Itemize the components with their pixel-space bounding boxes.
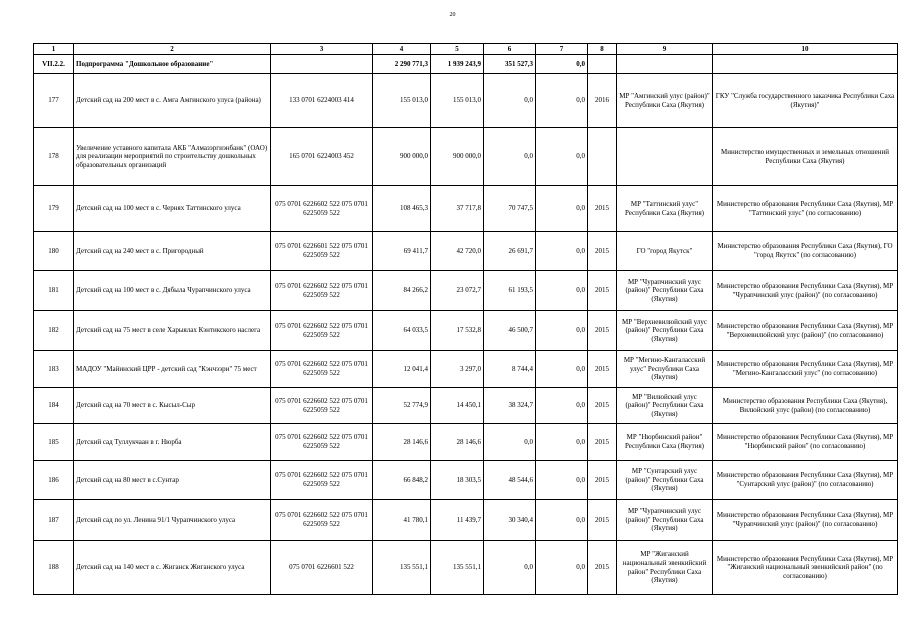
row-executor: Министерство образования Республики Саха (Якутия), Вилюйский улус (район) (по согласованию) (713, 388, 898, 424)
row-value-6: 38 324,7 (484, 388, 536, 424)
row-year: 2015 (588, 424, 617, 461)
header-cell: 9 (617, 44, 713, 55)
row-year: 2015 (588, 271, 617, 311)
row-total: 66 848,2 (373, 461, 431, 500)
row-total: 84 266,2 (373, 271, 431, 311)
row-number: 186 (34, 461, 74, 500)
row-total: 155 013,0 (373, 74, 431, 128)
row-name: Детский сад на 240 мест в с. Пригородный (74, 232, 271, 271)
row-number: 179 (34, 186, 74, 232)
subtotal-row (34, 55, 898, 74)
row-executor: Министерство образования Республики Саха (Якутия), МР "Таттинский улус" (по согласованию) (713, 186, 898, 232)
table-row (34, 351, 898, 388)
row-value-6: 46 500,7 (484, 311, 536, 351)
row-municipality: МР "Таттинский улус" Республики Саха (Якутия) (617, 186, 713, 232)
row-value-6: 61 193,5 (484, 271, 536, 311)
row-total: 12 041,4 (373, 351, 431, 388)
row-executor: Министерство образования Республики Саха (Якутия), МР "Верхневилюйский улус (район)" (по согласованию) (713, 311, 898, 351)
row-total: 69 411,7 (373, 232, 431, 271)
row-value-7: 0,0 (536, 424, 588, 461)
header-cell: 10 (713, 44, 898, 55)
header-cell: 2 (74, 44, 271, 55)
row-value-7: 0,0 (536, 232, 588, 271)
row-value-7: 0,0 (536, 351, 588, 388)
row-executor: Министерство образования Республики Саха (Якутия), МР "Чурапчинский улус (район)" (по согласованию) (713, 271, 898, 311)
header-cell: 8 (588, 44, 617, 55)
row-number: 180 (34, 232, 74, 271)
table-row (34, 186, 898, 232)
row-value-7: 0,0 (536, 311, 588, 351)
row-year: 2015 (588, 311, 617, 351)
row-kbk: 075 0701 6226602 522 075 0701 6225059 522 (271, 351, 373, 388)
row-name: Детский сад по ул. Ленина 91/1 Чурапчинского улуса (74, 500, 271, 541)
row-value-5: 28 146,6 (431, 424, 484, 461)
row-executor: Министерство имущественных и земельных отношений Республики Саха (Якутия) (713, 128, 898, 186)
program-table (33, 43, 898, 595)
row-kbk: 075 0701 6226602 522 075 0701 6225059 522 (271, 388, 373, 424)
row-kbk: 075 0701 6226602 522 075 0701 6225059 522 (271, 311, 373, 351)
row-value-5: 3 297,0 (431, 351, 484, 388)
row-year: 2016 (588, 74, 617, 128)
table-row (34, 232, 898, 271)
row-number: 177 (34, 74, 74, 128)
row-value-7: 0,0 (536, 388, 588, 424)
subtotal-v6: 351 527,3 (484, 55, 536, 74)
row-number: 187 (34, 500, 74, 541)
page-number: 20 (449, 12, 456, 18)
table-row (34, 74, 898, 128)
row-number: 178 (34, 128, 74, 186)
row-municipality: МР "Сунтарский улус (район)" Республики Саха (Якутия) (617, 461, 713, 500)
row-value-7: 0,0 (536, 186, 588, 232)
row-year: 2015 (588, 232, 617, 271)
row-value-6: 0,0 (484, 74, 536, 128)
row-total: 135 551,1 (373, 541, 431, 595)
table-row (34, 128, 898, 186)
row-municipality: МР "Вилюйский улус (район)" Республики Саха (Якутия) (617, 388, 713, 424)
row-value-5: 17 532,8 (431, 311, 484, 351)
row-name: Детский сад на 100 мест в с. Чернях Таттинского улуса (74, 186, 271, 232)
row-total: 64 033,5 (373, 311, 431, 351)
table-row (34, 500, 898, 541)
row-year: 2015 (588, 500, 617, 541)
row-total: 28 146,6 (373, 424, 431, 461)
header-cell: 1 (34, 44, 74, 55)
row-value-6: 8 744,4 (484, 351, 536, 388)
row-executor: ГКУ "Служба государственного заказчика Республики Саха (Якутия)" (713, 74, 898, 128)
header-cell: 3 (271, 44, 373, 55)
row-executor: Министерство образования Республики Саха (Якутия), МР "Сунтарский улус (район)" (по согласованию) (713, 461, 898, 500)
row-municipality: ГО "город Якутск" (617, 232, 713, 271)
row-value-7: 0,0 (536, 74, 588, 128)
row-number: 183 (34, 351, 74, 388)
row-name: Детский сад на 200 мест в с. Амга Амгинского улуса (района) (74, 74, 271, 128)
row-executor: Министерство образования Республики Саха (Якутия), ГО "город Якутск" (по согласованию) (713, 232, 898, 271)
row-municipality: МР "Жиганский национальный эвенкийский район" Республики Саха (Якутия) (617, 541, 713, 595)
row-kbk: 075 0701 6226602 522 075 0701 6225059 522 (271, 271, 373, 311)
row-name: МАДОУ "Майинский ЦРР - детский сад "Кэнчээри" 75 мест (74, 351, 271, 388)
row-kbk: 075 0701 6226602 522 075 0701 6225059 522 (271, 461, 373, 500)
row-value-6: 70 747,5 (484, 186, 536, 232)
row-kbk: 165 0701 6224003 452 (271, 128, 373, 186)
row-name: Детский сад Туллукчаан в г. Нюрба (74, 424, 271, 461)
row-value-5: 135 551,1 (431, 541, 484, 595)
row-total: 108 465,3 (373, 186, 431, 232)
subtotal-executor (713, 55, 898, 74)
row-executor: Министерство образования Республики Саха (Якутия), МР "Чурапчинский улус (район)" (по согласованию) (713, 500, 898, 541)
row-value-5: 900 000,0 (431, 128, 484, 186)
row-name: Детский сад на 80 мест в с.Сунтар (74, 461, 271, 500)
row-number: 182 (34, 311, 74, 351)
row-total: 41 780,1 (373, 500, 431, 541)
header-cell: 7 (536, 44, 588, 55)
row-municipality: МР "Чурапчинский улус (район)" Республики Саха (Якутия) (617, 271, 713, 311)
header-cell: 6 (484, 44, 536, 55)
row-value-5: 11 439,7 (431, 500, 484, 541)
subtotal-total: 2 290 771,3 (373, 55, 431, 74)
row-value-5: 23 072,7 (431, 271, 484, 311)
table-row (34, 311, 898, 351)
row-value-6: 0,0 (484, 424, 536, 461)
row-executor: Министерство образования Республики Саха (Якутия), МР "Нюрбинский район" (по согласованию) (713, 424, 898, 461)
subtotal-kbk (271, 55, 373, 74)
subtotal-municipality (617, 55, 713, 74)
subtotal-name: Подпрограмма "Дошкольное образование" (74, 55, 271, 74)
row-kbk: 133 0701 6224003 414 (271, 74, 373, 128)
row-number: 188 (34, 541, 74, 595)
row-value-6: 26 691,7 (484, 232, 536, 271)
row-name: Детский сад на 100 мест в с. Дябыла Чурапчинского улуса (74, 271, 271, 311)
row-executor: Министерство образования Республики Саха (Якутия), МР "Жиганский национальный эвенкийский район" (по согласованию) (713, 541, 898, 595)
row-value-6: 48 544,6 (484, 461, 536, 500)
row-value-5: 155 013,0 (431, 74, 484, 128)
table-row (34, 388, 898, 424)
row-number: 185 (34, 424, 74, 461)
row-year (588, 128, 617, 186)
row-value-5: 18 303,5 (431, 461, 484, 500)
row-municipality: МР "Чурапчинский улус (район)" Республики Саха (Якутия) (617, 500, 713, 541)
header-row (34, 44, 898, 55)
row-number: 181 (34, 271, 74, 311)
row-year: 2015 (588, 388, 617, 424)
subtotal-year (588, 55, 617, 74)
subtotal-v5: 1 939 243,9 (431, 55, 484, 74)
table-row (34, 424, 898, 461)
row-year: 2015 (588, 541, 617, 595)
row-municipality: МР "Амгинский улус (район)" Республики Саха (Якутия) (617, 74, 713, 128)
row-value-7: 0,0 (536, 541, 588, 595)
row-name: Увеличение уставного капитала АКБ "Алмазэргиэнбанк" (ОАО) для реализации мероприятий по строительству дошкольных образовательных организаций (74, 128, 271, 186)
row-number: 184 (34, 388, 74, 424)
row-value-7: 0,0 (536, 500, 588, 541)
row-value-6: 0,0 (484, 541, 536, 595)
row-name: Детский сад на 75 мест в селе Харыялах Кэнтикского наслега (74, 311, 271, 351)
row-municipality: МР "Верхневилюйский улус (район)" Республики Саха (Якутия) (617, 311, 713, 351)
subtotal-code: VII.2.2. (34, 55, 74, 74)
row-kbk: 075 0701 6226601 522 075 0701 6225059 522 (271, 232, 373, 271)
header-cell: 4 (373, 44, 431, 55)
row-municipality: МР "Нюрбинский район" Республики Саха (Якутия) (617, 424, 713, 461)
header-cell: 5 (431, 44, 484, 55)
row-value-7: 0,0 (536, 128, 588, 186)
row-municipality: МР "Мегино-Кангаласский улус" Республики Саха (Якутия) (617, 351, 713, 388)
table-row (34, 461, 898, 500)
row-kbk: 075 0701 6226602 522 075 0701 6225059 522 (271, 186, 373, 232)
row-value-5: 14 450,1 (431, 388, 484, 424)
row-name: Детский сад на 70 мест в с. Кысыл-Сыр (74, 388, 271, 424)
row-kbk: 075 0701 6226601 522 (271, 541, 373, 595)
row-value-6: 30 340,4 (484, 500, 536, 541)
table-row (34, 271, 898, 311)
row-value-5: 42 720,0 (431, 232, 484, 271)
row-value-7: 0,0 (536, 461, 588, 500)
row-value-5: 37 717,8 (431, 186, 484, 232)
row-name: Детский сад на 140 мест в с. Жиганск Жиганского улуса (74, 541, 271, 595)
row-kbk: 075 0701 6226602 522 075 0701 6225059 522 (271, 500, 373, 541)
row-value-6: 0,0 (484, 128, 536, 186)
row-value-7: 0,0 (536, 271, 588, 311)
row-year: 2015 (588, 351, 617, 388)
row-total: 52 774,9 (373, 388, 431, 424)
row-executor: Министерство образования Республики Саха (Якутия), МР "Мегино-Кангаласский улус" (по согласованию) (713, 351, 898, 388)
row-municipality (617, 128, 713, 186)
table-row (34, 541, 898, 595)
subtotal-v7: 0,0 (536, 55, 588, 74)
row-year: 2015 (588, 461, 617, 500)
row-year: 2015 (588, 186, 617, 232)
row-kbk: 075 0701 6226602 522 075 0701 6225059 522 (271, 424, 373, 461)
row-total: 900 000,0 (373, 128, 431, 186)
